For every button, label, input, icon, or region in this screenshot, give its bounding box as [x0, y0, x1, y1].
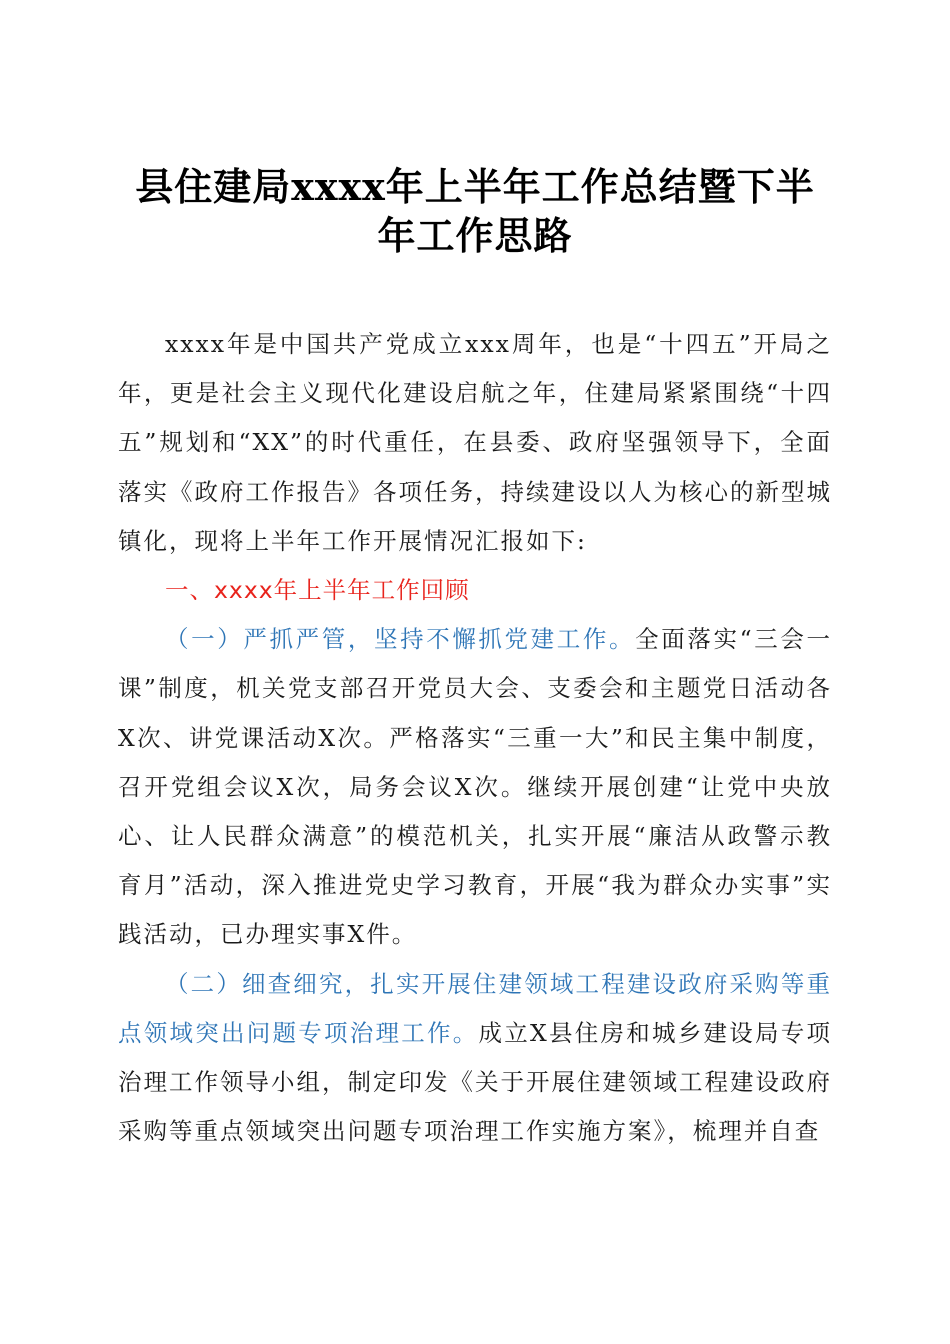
section-heading: 一、xxxx年上半年工作回顾 [165, 576, 470, 605]
item-body-2: 成立X县住房和城乡建设局专项治理工作领导小组，制定印发《关于开展住建领域工程建设政府采购等重点领域突出问题专项治理工作实施方案》，梳理并自查 [118, 1018, 833, 1146]
item-body-1: 全面落实“三会一课”制度，机关党支部召开党员大会、支委会和主题党日活动各X次、讲党课活动X次。严格落实“三重一大”和民主集中制度，召开党组会议X次，局务会议X次。继续开展创建“让党中央放心、让人民群众满意”的模范机关，扎实开展“廉洁从政警示教育月”活动，深入推进党史学习教育，开展“我为群众办实事”实践活动，已办理实事X件。 [118, 625, 833, 949]
document-body [118, 320, 832, 1156]
item-paragraph-1 [118, 615, 832, 959]
document-title: 县住建局xxxx年上半年工作总结暨下半年工作思路 [135, 164, 815, 258]
item-heading-2: （二）细查细究，扎实开展住建领域工程建设政府采购等重点领域突出问题专项治理工作。 [118, 969, 832, 1047]
item-paragraph-2 [118, 960, 832, 1157]
intro-paragraph: xxxx年是中国共产党成立xxx周年，也是“十四五”开局之年，更是社会主义现代化建设启航之年，住建局紧紧围绕“十四五”规划和“XX”的时代重任，在县委、政府坚强领导下，全面落实《政府工作报告》各项任务，持续建设以人为核心的新型城镇化，现将上半年工作开展情况汇报如下: [118, 330, 832, 555]
item-heading-1: （一）严抓严管，坚持不懈抓党建工作。 [165, 625, 636, 654]
